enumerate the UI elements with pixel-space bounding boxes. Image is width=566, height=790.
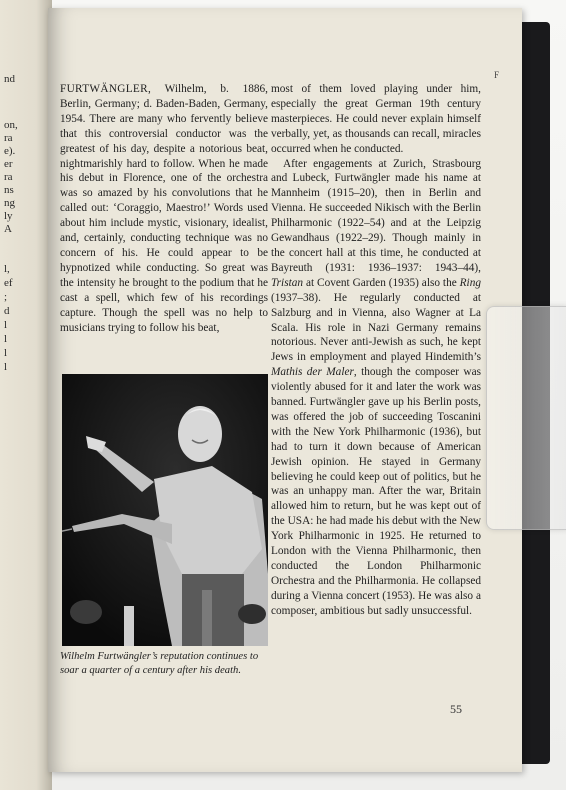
entry-text: Wilhelm, b. 1886, Berlin, Germany; d. Baden-Baden, Germany, 1954. There are many who fervently believe that this controversial conductor was the greatest of his day, despite a notorious beat, nightmarishly hard to follow. When he made his debut in Florence, one of the orchestra was so amazed by his convolutions that he called out: ‘Coraggio, Maestro!’ Words used about him include mystic, visionary, idealist, and, certainly, conducting technique was no concern of his. He could appear to be hypnotized while conducting. So great was the intensity he brought to the podium that he cast a spell, which few of his recordings capture. Though the spell was no help to musicians trying to follow his beat, <box>60 83 268 334</box>
paragraph-1: most of them loved playing under him, especially the great German 19th century masterpieces. He could never explain himself verbally, yet, as thousands can recall, miracles occurred when he conducted. <box>271 83 481 155</box>
page-number: 55 <box>450 702 462 716</box>
paragraph-2-part: (1937–38). He regularly conducted at Salzburg and in Vienna, also Wagner at La Scala. His role in Nazi Germany remains notorious. Never anti-Jewish as such, he kept Jews in employment and played Hindemith’s <box>271 291 481 364</box>
left-page-fragment: e). <box>4 145 16 157</box>
book-page <box>48 8 522 772</box>
running-head-letter: F <box>494 70 500 80</box>
entry-headword: FURTWÄNGLER, <box>60 83 152 95</box>
left-page-fragment: ; <box>4 291 8 303</box>
left-page-fragment: A <box>4 223 12 235</box>
left-page-fragment: ra <box>4 132 13 144</box>
left-facing-page <box>0 0 52 790</box>
entry-paragraph <box>60 82 268 335</box>
left-page-fragment: l, <box>4 263 10 275</box>
paragraph-2-part: After engagements at Zurich, Strasbourg and Lubeck, Furtwängler made his name at Mannheim (1915–20), then in Berlin and Vienna. He succeeded Nikisch with the Berlin Philharmonic (1922–54) and at the Leipzig Gewandhaus (1922–29). Though mainly in the concert hall at this time, he conducted at Bayreuth (1931: 1936–1937: 1943–44), <box>271 157 481 274</box>
left-page-fragment: l <box>4 319 8 331</box>
text-column-right <box>271 82 481 619</box>
work-title-tristan: Tristan <box>271 276 304 289</box>
left-page-fragment: d <box>4 305 10 317</box>
left-page-fragment: er <box>4 158 13 170</box>
left-page-fragment: ra <box>4 171 13 183</box>
paragraph-2-part: at Covent Garden (1935) also the <box>303 276 460 289</box>
paragraph-2 <box>271 157 481 619</box>
paragraph-2-part: , though the composer was violently abused for it and later the work was banned. Furtwängler gave up his Berlin posts, was offered the job of succeeding Toscanini with the New York Philharmonic (1936), but had to turn it down because of American Jewish opinion. He stayed in Germany believing he could keep out of politics, but he was an unhappy man. After the war, Britain allowed him to return, but he was kept out of the USA: he had made his debut with the New York Philharmonic in 1925. He returned to London with the Vienna Philharmonic, then conducted the London Philharmonic Orchestra and the Philharmonia. He collapsed during a Vienna concert (1953). He was also a composer, ambitious but sadly unsuccessful. <box>271 366 481 617</box>
left-page-fragment: l <box>4 361 8 373</box>
work-title-ring: Ring <box>459 276 481 289</box>
conductor-photograph <box>62 374 268 646</box>
work-title-mathis: Mathis der Maler <box>271 366 354 379</box>
left-page-fragment: ef <box>4 277 13 289</box>
left-page-fragment: ly <box>4 210 13 222</box>
left-page-fragment: ng <box>4 197 15 209</box>
conductor-photo-illustration <box>62 374 268 646</box>
left-page-fragment: on, <box>4 119 18 131</box>
left-page-fragment: ns <box>4 184 14 196</box>
left-page-fragment: l <box>4 347 8 359</box>
plastic-page-tab <box>486 306 566 530</box>
text-column-left <box>60 82 268 335</box>
left-page-fragment: l <box>4 333 8 345</box>
photo-caption: Wilhelm Furtwängler’s reputation continues to soar a quarter of a century after his death. <box>60 651 259 676</box>
left-page-fragment: nd <box>4 73 15 85</box>
